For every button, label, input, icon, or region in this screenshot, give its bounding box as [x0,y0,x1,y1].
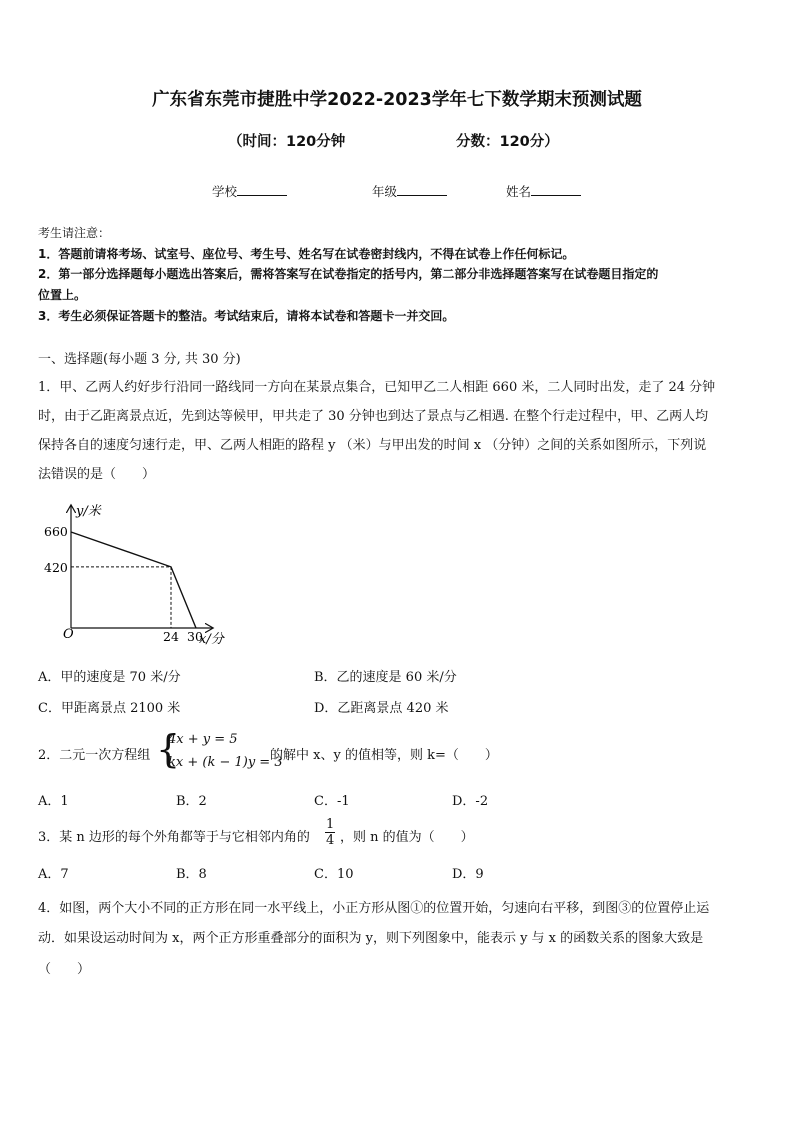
q3-suffix: ，则 n 的值为（ ） [340,830,474,845]
q2-option-d[interactable]: D．-2 [452,794,489,809]
q3-option-a[interactable]: A．7 [38,867,69,882]
q3-option-b[interactable]: B．8 [176,867,207,882]
q1-line: 保持各自的速度匀速行走，甲、乙两人相距的路程 y （米）与甲出发的时间 x （分钟）之间的关系如图所示，下列说 [38,438,707,453]
q3-prefix: 3．某 n 边形的每个外角都等于与它相邻内角的 [38,830,310,845]
note-line: 2．第一部分选择题每小题选出答案后，需将答案写在试卷指定的括号内，第二部分非选择题答案写在试卷题目指定的 [38,267,659,281]
q3-fraction [325,817,335,848]
name-blank[interactable] [531,184,581,196]
q1-option-c[interactable]: C．甲距离景点 2100 米 [38,701,181,716]
q2-option-a[interactable]: A．1 [38,794,69,809]
q1-option-a[interactable]: A．甲的速度是 70 米/分 [38,670,181,685]
q1-option-d[interactable]: D．乙距离景点 420 米 [314,701,449,716]
note-line: 3．考生必须保证答题卡的整洁。考试结束后，请将本试卷和答题卡一并交回。 [38,309,455,323]
page-title: 广东省东莞市捷胜中学2022-2023学年七下数学期末预测试题 [152,90,642,110]
q3-frac-denominator: 4 [326,833,335,848]
q4-line: （ ） [38,962,91,977]
q4-line: 动．如果设运动时间为 x，两个正方形重叠部分的面积为 y，则下列图象中，能表示 y 与 x 的函数关系的图象大致是 [38,931,704,946]
section-heading: 一、选择题(每小题 3 分, 共 30 分) [38,352,241,367]
note-line: 1．答题前请将考场、试室号、座位号、考生号、姓名写在试卷密封线内，不得在试卷上作任何标记。 [38,247,575,261]
q3-frac-numerator: 1 [326,817,335,832]
x-tick-label: 30 [187,629,203,644]
grade-blank[interactable] [397,184,447,196]
exam-time: （时间：120分钟 [228,134,346,150]
grade-field[interactable] [372,182,447,200]
y-tick-label: 420 [44,559,68,575]
x-axis-label: x/分 [199,632,224,647]
q2-eq1: 4x + y = 5 [168,732,238,747]
q2-suffix: 的解中 x、y 的值相等，则 k=（ ） [270,748,498,763]
q1-line: 1．甲、乙两人约好步行沿同一路线同一方向在某景点集合，已知甲乙二人相距 660 米，二人同时出发，走了 24 分钟 [38,380,716,395]
name-field[interactable] [506,182,581,200]
exam-score: 分数：120分） [456,134,559,150]
notes-heading: 考生请注意： [38,226,111,240]
q3-option-d[interactable]: D．9 [452,867,484,882]
distance-line [71,532,196,628]
q1-option-b[interactable]: B．乙的速度是 60 米/分 [314,670,457,685]
grade-label: 年级 [372,184,398,199]
q2-prefix: 2．二元一次方程组 [38,748,151,763]
note-line: 位置上。 [38,288,87,302]
q3-option-c[interactable]: C．10 [314,867,354,882]
origin-label: O [63,627,74,642]
q1-chart [36,500,236,650]
y-tick-label: 660 [44,524,68,539]
school-label: 学校 [212,184,238,199]
school-blank[interactable] [237,184,287,196]
q1-line: 法错误的是（ ） [38,467,156,482]
q1-line: 时，由于乙距离景点近，先到达等候甲，甲共走了 30 分钟也到达了景点与乙相遇. 在整个行走过程中，甲、乙两人均 [38,409,709,424]
q2-option-b[interactable]: B．2 [176,794,207,809]
name-label: 姓名 [506,184,532,199]
x-tick-label: 24 [163,629,179,644]
q2-eq2: kx + (k − 1)y = 3 [168,755,283,770]
y-axis-label: y/米 [76,504,101,519]
q4-line: 4．如图，两个大小不同的正方形在同一水平线上，小正方形从图①的位置开始，匀速向右平移，到图③的位置停止运 [38,901,710,916]
q2-option-c[interactable]: C．-1 [314,794,350,809]
school-field[interactable] [212,182,287,200]
q2-brace: { [156,727,181,771]
